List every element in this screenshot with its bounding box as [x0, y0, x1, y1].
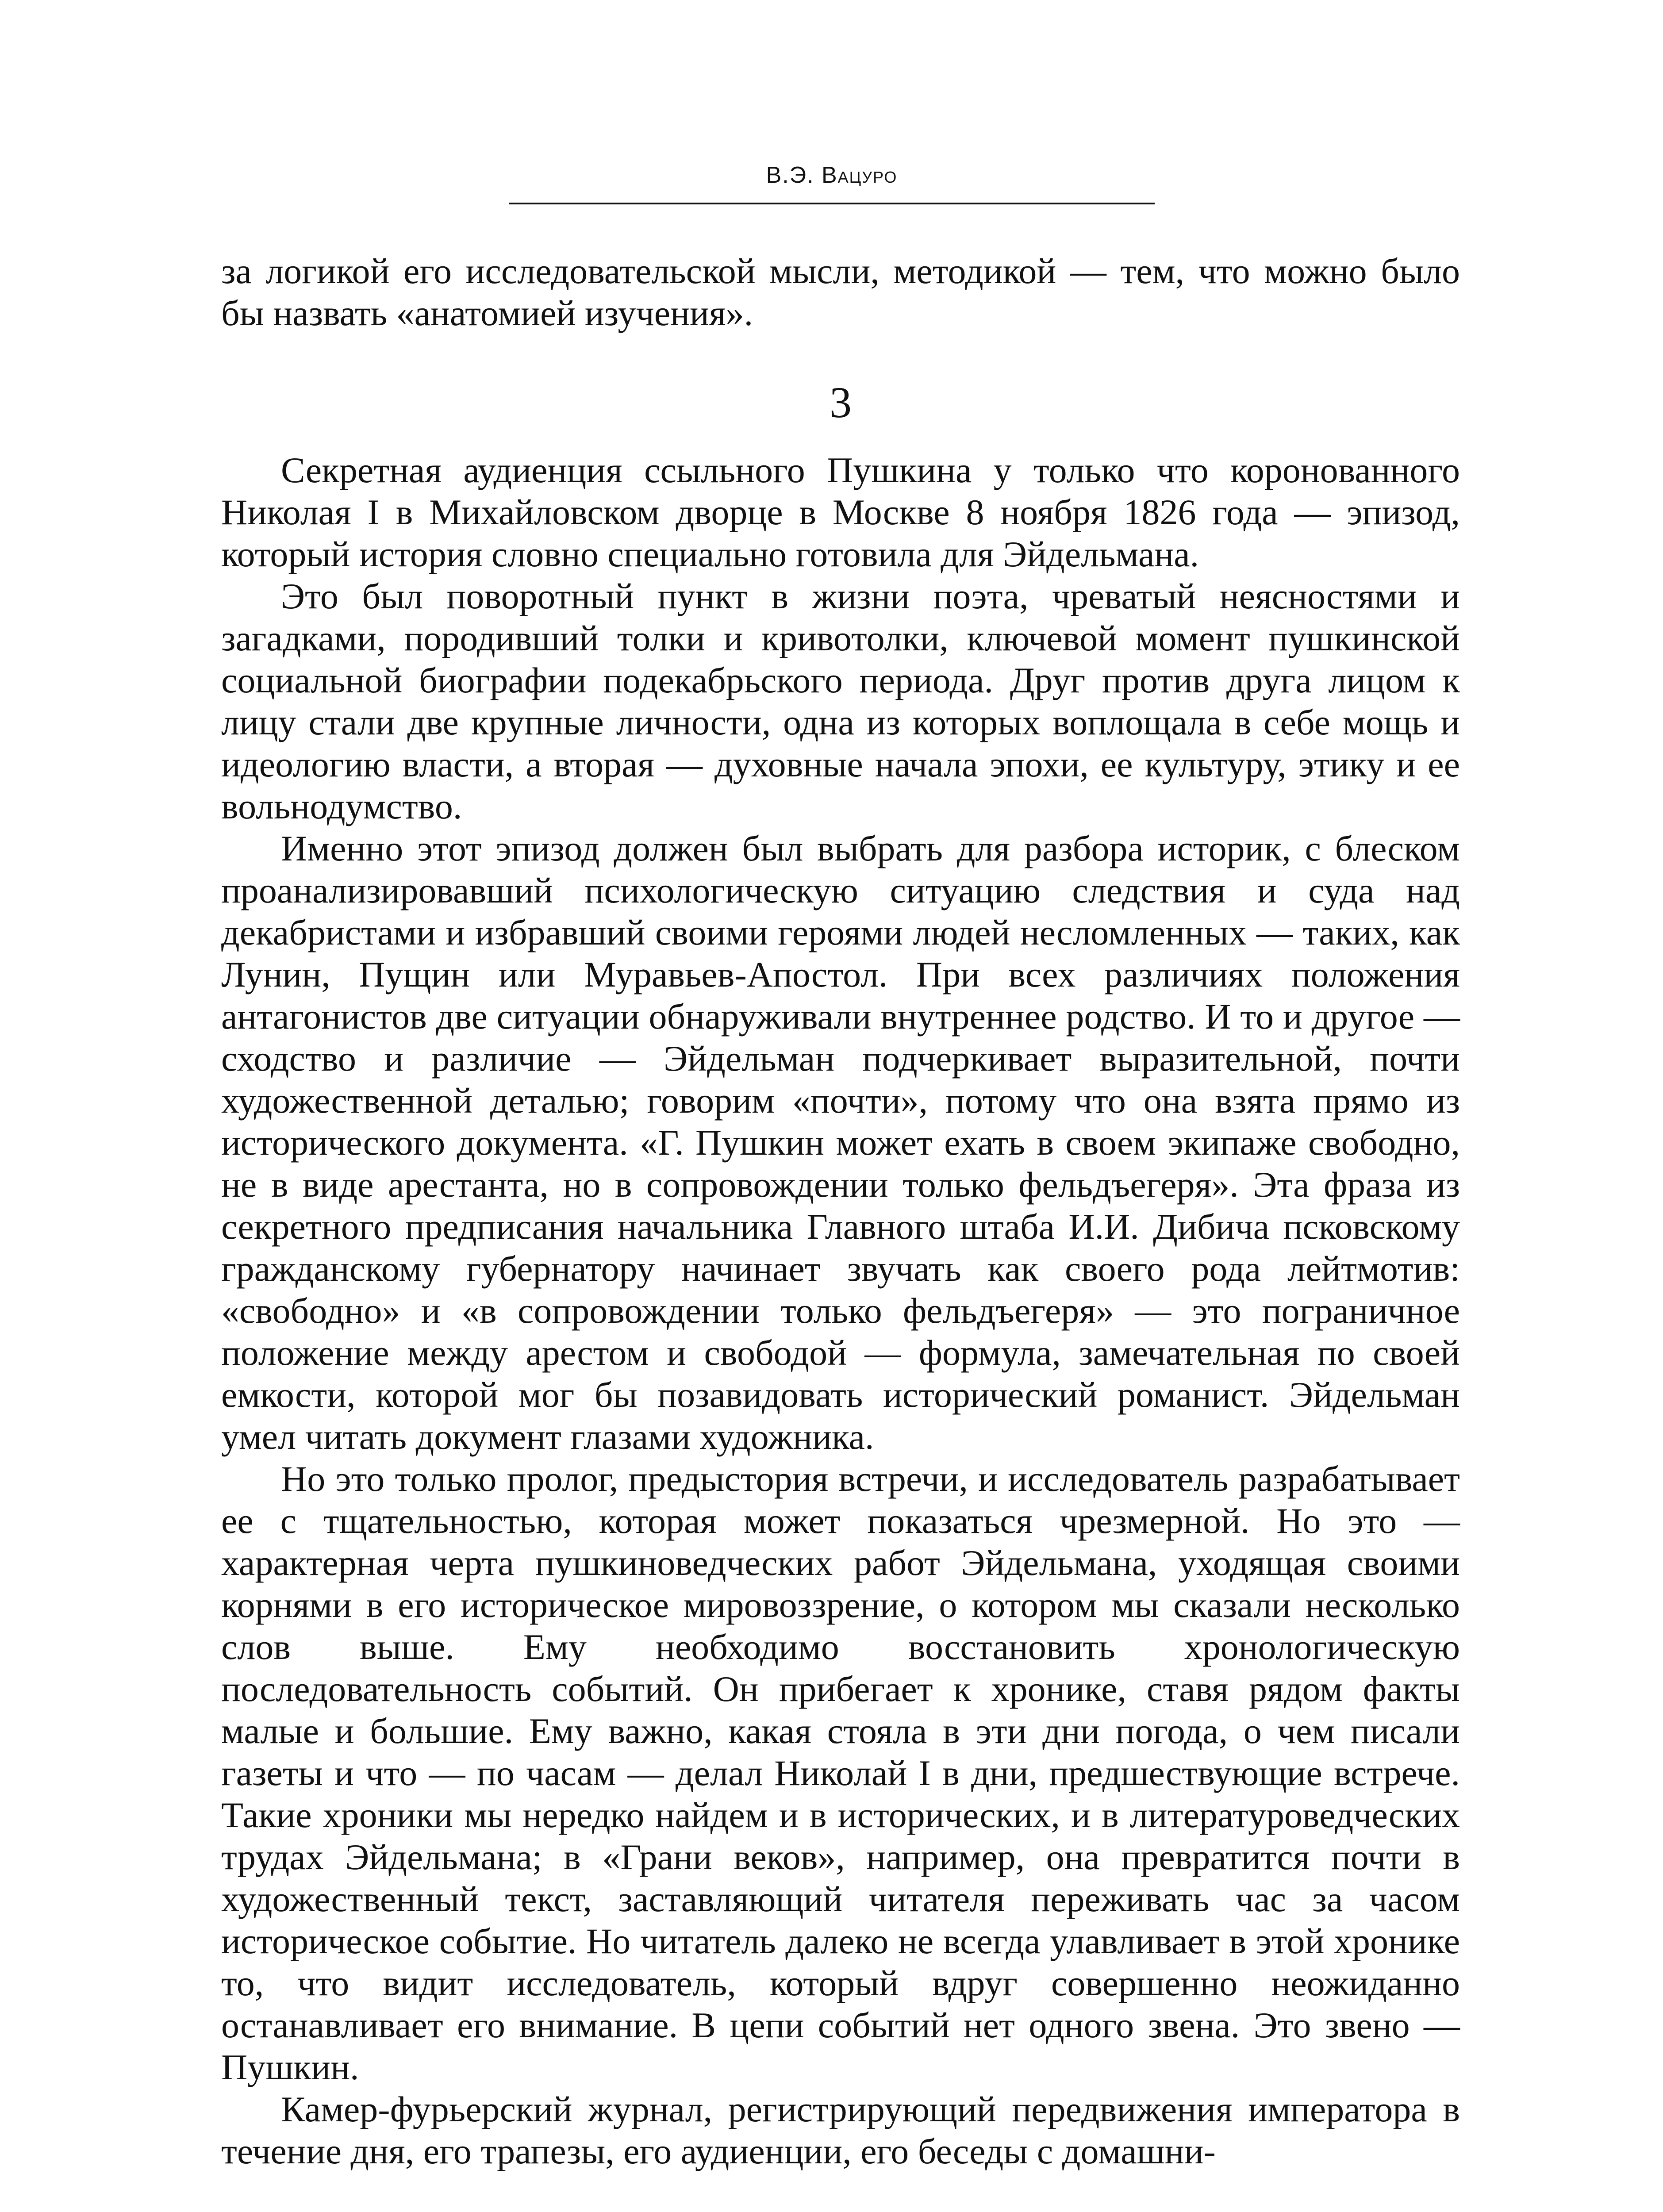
paragraph-continuation: за логикой его исследовательской мысли, методикой — тем, что можно было бы назвать «анатомией изучения».: [221, 251, 1460, 333]
paragraph: Камер-фурьерский журнал, регистрирующий передвижения императора в течение дня, его трапезы, его аудиенции, его беседы с домашни-: [221, 2089, 1460, 2171]
header-rule: [509, 203, 1155, 204]
section-number: 3: [830, 378, 852, 427]
body-text: [221, 250, 1460, 2172]
paragraph: Секретная аудиенция ссыльного Пушкина у только что коронованного Николая I в Михайловском дворце в Москве 8 ноября 1826 года — эпизод, который история словно специально готовила для Эйдельмана.: [221, 450, 1460, 574]
paragraph: Именно этот эпизод должен был выбрать для разбора историк, с блеском проанализировавший психологическую ситуацию следствия и суда над декабристами и избравший своими героями людей несломленных — таких, как Лунин, Пущин или Муравьев-Апостол. При всех различиях положения антагонистов две ситуации обнаруживали внутреннее родство. И то и другое — сходство и различие — Эйдельман подчеркивает выразительной, почти художественной деталью; говорим «почти», потому что она взята прямо из исторического документа. «Г. Пушкин может ехать в своем экипаже свободно, не в виде арестанта, но в сопровождении только фельдъегеря». Эта фраза из секретного предписания начальника Главного штаба И.И. Дибича псковскому гражданскому губернатору начинает звучать как своего рода лейтмотив: «свободно» и «в сопровождении только фельдъегеря» — это пограничное положение между арестом и свободой — формула, замечательная по своей емкости, которой мог бы позавидовать исторический романист. Эйдельман умел читать документ глазами художника.: [221, 828, 1460, 1457]
paragraph: Но это только пролог, предыстория встречи, и исследователь разрабатывает ее с тщательностью, которая может показаться чрезмерной. Но это — характерная черта пушкиноведческих работ Эйдельмана, уходящая своими корнями в его историческое мировоззрение, о котором мы сказали несколько слов выше. Ему необходимо восстановить хронологическую последовательность событий. Он прибегает к хронике, ставя рядом факты малые и большие. Ему важно, какая стояла в эти дни погода, о чем писали газеты и что — по часам — делал Николай I в дни, предшествующие встрече. Такие хроники мы нередко найдем и в исторических, и в литературоведческих трудах Эйдельмана; в «Грани веков», например, она превратится почти в художественный текст, заставляющий читателя переживать час за часом историческое событие. Но читатель далеко не всегда улавливает в этой хронике то, что видит исследователь, который вдруг совершенно неожиданно останавливает его внимание. В цепи событий нет одного звена. Это звено — Пушкин.: [221, 1459, 1460, 2087]
running-head: В.Э. Вацуро: [766, 162, 898, 188]
paragraph: Это был поворотный пункт в жизни поэта, чреватый неясностями и загадками, породивший толки и кривотолки, ключевой момент пушкинской социальной биографии подекабрьского периода. Друг против друга лицом к лицу стали две крупные личности, одна из которых воплощала в себе мощь и идеологию власти, а вторая — духовные начала эпохи, ее культуру, этику и ее вольнодумство.: [221, 576, 1460, 826]
